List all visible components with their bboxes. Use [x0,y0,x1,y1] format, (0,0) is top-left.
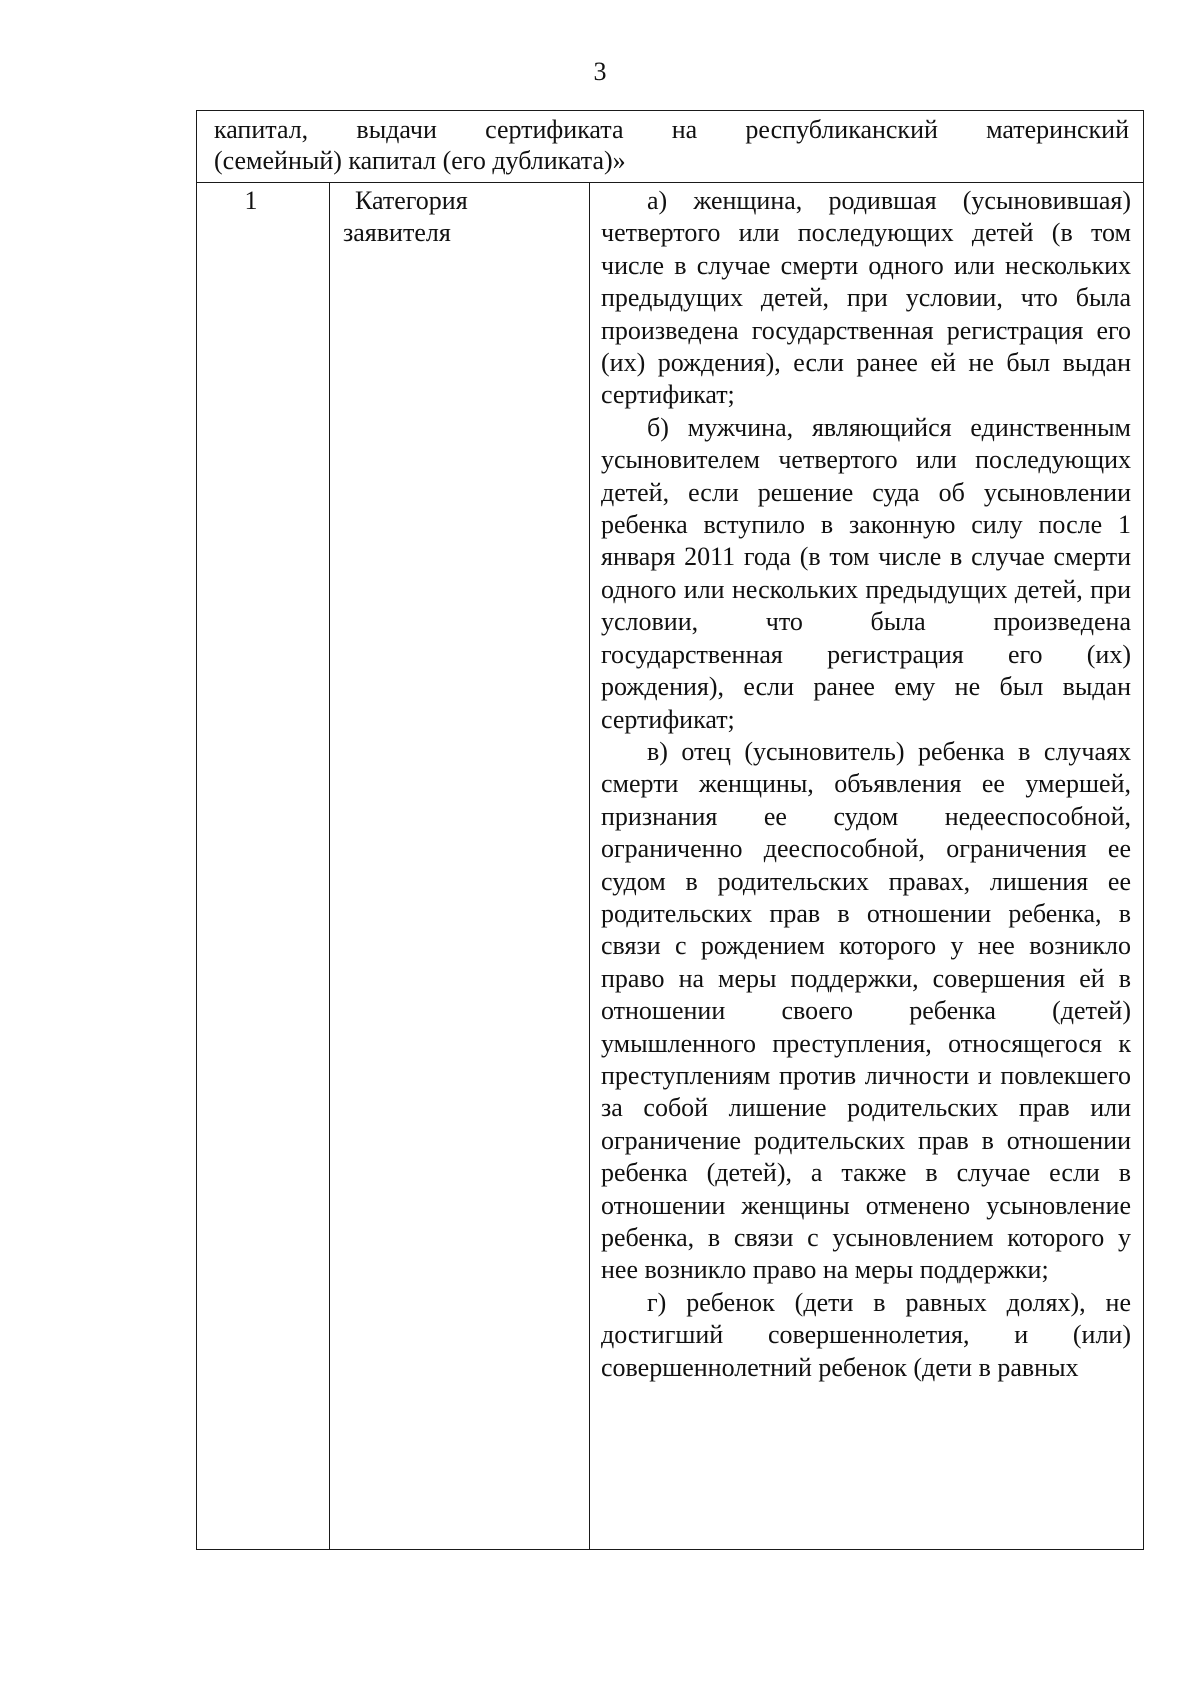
category-cell [343,185,573,249]
column-divider [589,183,590,1549]
continued-header-line1: капитал, выдачи сертификата на республиканский материнский [214,115,1129,144]
category-label-line1: Категория [355,186,468,215]
column-divider [329,183,330,1549]
row-number-cell: 1 [244,186,258,215]
paragraph-g: г) ребенок (дети в равных долях), не достигший совершеннолетия, и (или) совершеннолетний ребенок (дети в равных [601,1287,1131,1382]
table-continued-header [197,111,1143,183]
page-number: 3 [593,57,607,86]
description-cell [601,185,1131,1384]
paragraph-v: в) отец (усыновитель) ребенка в случаях смерти женщины, объявления ее умершей, признания ее судом недееспособной, ограниченно дееспособной, ограничения ее судом в родительских правах, лишения ее родительских прав в отношении ребенка, в связи с рождением которого у нее возникло право на меры поддержки, совершения ей в отношении своего ребенка (детей) умышленного преступления, относящегося к преступлениям против личности и повлекшего за собой лишение родительских прав или ограничение родительских прав в отношении ребенка (детей), а также в случае если в отношении женщины отменено усыновление ребенка, в связи с усыновлением которого у нее возникло право на меры поддержки; [601,736,1131,1285]
continued-header-line2: (семейный) капитал (его дубликата)» [214,146,626,175]
category-label-line2: заявителя [343,218,451,247]
paragraph-a: а) женщина, родившая (усыновившая) четвертого или последующих детей (в том числе в случае смерти одного или нескольких предыдущих детей, при условии, что была произведена государственная регистрация его (их) рождения), если ранее ей не был выдан сертификат; [601,186,1131,410]
paragraph-b: б) мужчина, являющийся единственным усыновителем четвертого или последующих детей, если решение суда об усыновлении ребенка вступило в законную силу после 1 января 2011 года (в том числе в случае смерти одного или нескольких предыдущих детей, при условии, что была произведена государственная регистрация его (их) рождения), если ранее ему не был выдан сертификат; [601,412,1131,734]
document-table [196,110,1144,1550]
